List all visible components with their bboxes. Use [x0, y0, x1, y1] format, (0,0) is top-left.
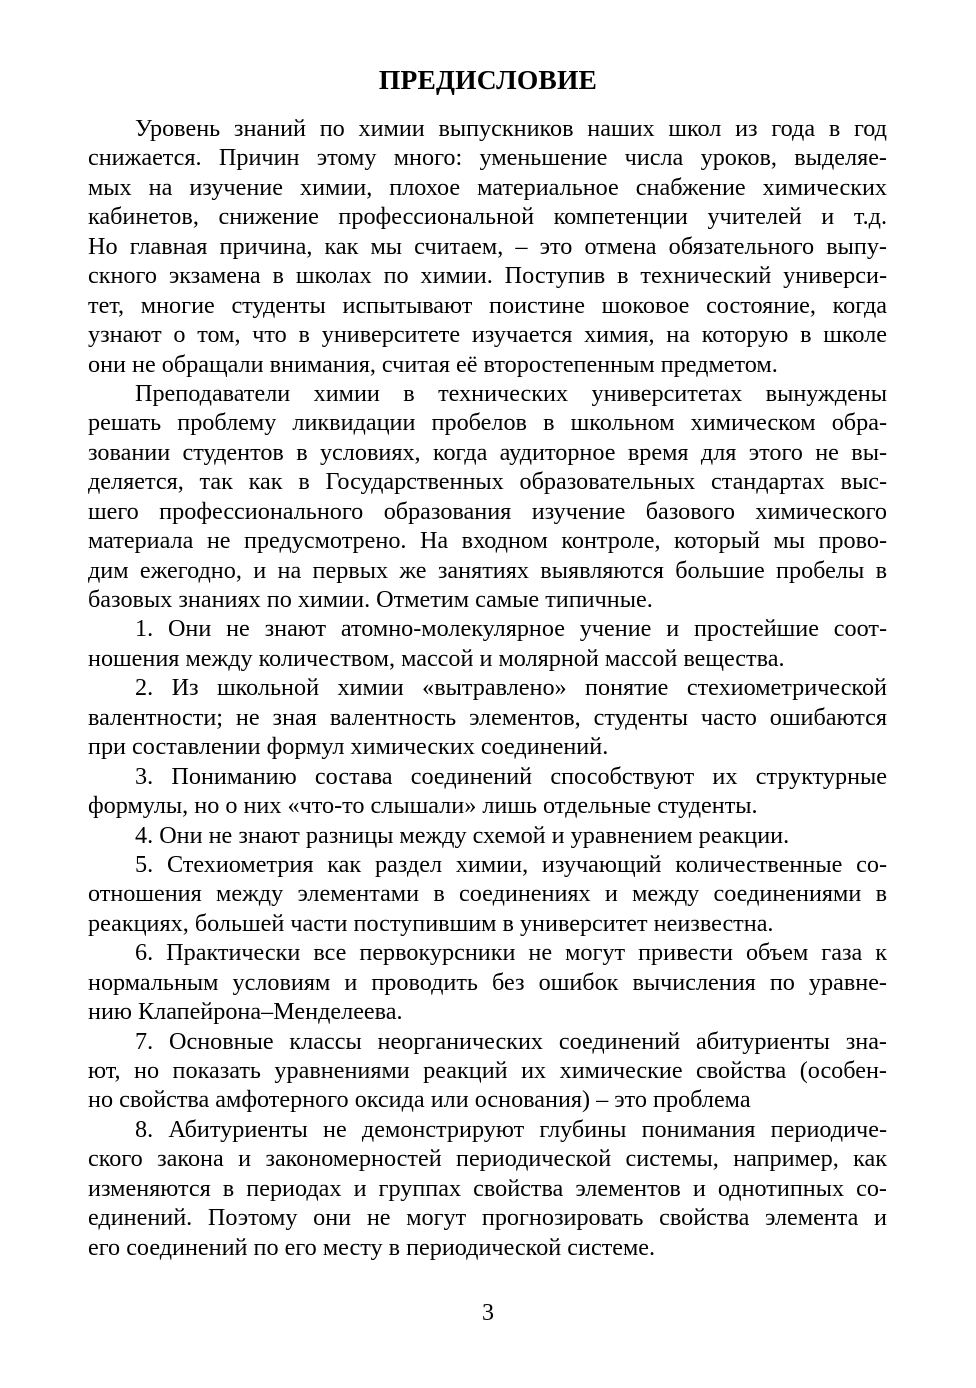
text-line: при составлении формул химических соединений.: [88, 733, 609, 761]
text-line: 7. Основные классы неорганических соединений абитуриенты зна-: [135, 1027, 887, 1055]
text-line: базовых знаниях по химии. Отметим самые типичные.: [88, 586, 653, 613]
page-number: 3: [482, 1300, 494, 1326]
paragraph: [88, 850, 887, 938]
text-line: 6. Практически все первокурсники не могут привести объем газа к: [135, 939, 887, 967]
paragraph: [88, 379, 887, 615]
text-line: 3. Пониманию состава соединений способствуют их структурные: [135, 762, 887, 790]
page-title: ПРЕДИСЛОВИЕ: [378, 64, 598, 95]
text-line: тет, многие студенты испытывают поистине шоковое состояние, когда: [88, 291, 887, 319]
text-line: нию Клапейрона–Менделеева.: [88, 998, 403, 1026]
text-line: валентности; не зная валентность элементов, студенты часто ошибаются: [88, 703, 887, 731]
text-line: 8. Абитуриенты не демонстрируют глубины понимания периодиче-: [135, 1115, 887, 1143]
paragraph: [88, 821, 887, 850]
text-line: ют, но показать уравнениями реакций их химические свойства (особен-: [88, 1057, 887, 1084]
text-line: деляется, так как в Государственных образовательных стандартах выс-: [88, 468, 887, 496]
text-line: решать проблему ликвидации пробелов в школьном химическом обра-: [88, 409, 887, 437]
text-line: материала не предусмотрено. На входном контроле, который мы прово-: [88, 527, 887, 555]
paragraph: [88, 114, 887, 379]
paragraph: [88, 938, 887, 1026]
text-line: Но главная причина, как мы считаем, – это отмена обязательного выпу-: [88, 232, 887, 260]
text-line: Уровень знаний по химии выпускников наших школ из года в год: [135, 115, 887, 142]
text-line: единений. Поэтому они не могут прогнозировать свойства элемента и: [88, 1204, 887, 1232]
text-line: ского закона и закономерностей периодической системы, например, как: [88, 1145, 887, 1173]
text-line: снижается. Причин этому много: уменьшение числа уроков, выделяе-: [88, 144, 887, 172]
text-line: ношения между количеством, массой и молярной массой вещества.: [88, 644, 785, 672]
text-line: кабинетов, снижение профессиональной компетенции учителей и т.д.: [88, 203, 887, 231]
text-line: скного экзамена в школах по химии. Поступив в технический универси-: [88, 262, 887, 290]
text-line: шего профессионального образования изучение базового химического: [88, 497, 887, 525]
paragraph: [88, 1027, 887, 1115]
paragraph: [88, 673, 887, 761]
text-line: Преподаватели химии в технических университетах вынуждены: [135, 379, 887, 407]
text-line: 5. Стехиометрия как раздел химии, изучающий количественные со-: [135, 850, 887, 878]
text-line: дим ежегодно, и на первых же занятиях выявляются большие пробелы в: [88, 556, 887, 584]
text-line: 4. Они не знают разницы между схемой и уравнением реакции.: [135, 821, 790, 849]
text-line: формулы, но о них «что-то слышали» лишь отдельные студенты.: [88, 792, 758, 820]
paragraph: [88, 614, 887, 673]
paragraph: [88, 1115, 887, 1262]
text-line: зовании студентов в условиях, когда аудиторное время для этого не вы-: [88, 438, 887, 466]
text-line: но свойства амфотерного оксида или основания) – это проблема: [88, 1086, 751, 1114]
text-line: его соединений по его месту в периодической системе.: [88, 1233, 656, 1261]
text-line: мых на изучение химии, плохое материальное снабжение химических: [88, 173, 887, 201]
text-line: 2. Из школьной химии «вытравлено» понятие стехиометрической: [135, 674, 887, 702]
text-line: отношения между элементами в соединениях и между соединениями в: [88, 880, 887, 908]
text-line: нормальным условиям и проводить без ошибок вычисления по уравне-: [88, 968, 887, 996]
text-line: реакциях, большей части поступившим в университет неизвестна.: [88, 909, 774, 937]
text-line: узнают о том, что в университете изучается химия, на которую в школе: [88, 321, 887, 349]
text-line: они не обращали внимания, считая её второстепенным предметом.: [88, 350, 778, 378]
text-line: изменяются в периодах и группах свойства элементов и однотипных со-: [88, 1174, 887, 1202]
paragraph: [88, 762, 887, 821]
text-line: 1. Они не знают атомно-молекулярное учение и простейшие соот-: [135, 615, 887, 643]
body-text: [88, 114, 887, 1262]
